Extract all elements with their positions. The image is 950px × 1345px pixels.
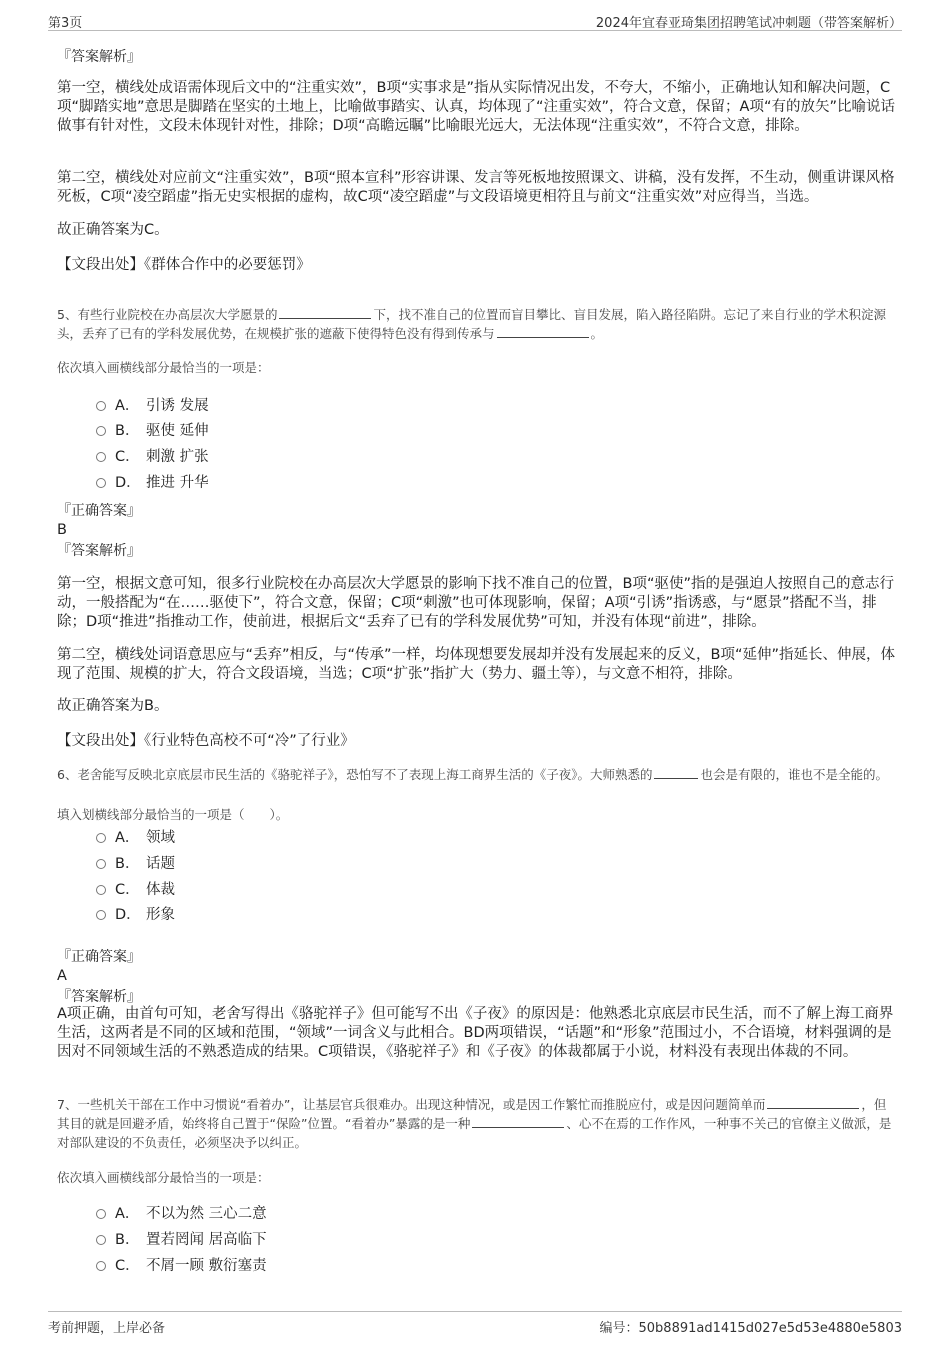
radio-button[interactable]: [96, 885, 106, 895]
correct-answer: A: [57, 968, 67, 984]
analysis-paragraph: 第二空，横线处词语意思应与“丢弃”相反，与“传承”一样，均体现想要发展却并没有发展起来的反义，B项“延伸”指延长、伸展，体现了范围、规模的扩大，符合文段语境，当选；C项“扩张”指扩大（势力、疆土等），与文意不相符，排除。: [57, 647, 896, 682]
fill-blank: [497, 325, 589, 338]
analysis-paragraph: 第一空，根据文意可知，很多行业院校在办高层次大学愿景的影响下找不准自己的位置，B项“驱使”指的是强迫人按照自己的意志行动，一般搭配为“在……驱使下”，符合文意，保留；C项“刺激”也可体现影响，保留；A项“引诱”指诱惑，与“愿景”搭配不当，排除；D项“推进”指推动工作，使前进，根据后文“丢弃了已有的学科发展优势”可知，并没有体现“前进”，排除。: [57, 576, 894, 630]
radio-button[interactable]: [96, 401, 106, 411]
question-6-text: 6、老舍能写反映北京底层市民生活的《骆驼祥子》，恐怕写不了表现上海工商界生活的《子夜》。大师熟悉的 也会是有限的，谁也不是全能的。: [57, 767, 888, 782]
radio-button[interactable]: [96, 478, 106, 488]
page-footer: [48, 1311, 902, 1336]
question-instruction: 填入划横线部分最恰当的一项是（ ）。: [57, 807, 289, 822]
radio-button[interactable]: [96, 426, 106, 436]
analysis-paragraph: 第一空，横线处成语需体现后文中的“注重实效”，B项“实事求是”指从实际情况出发，不夸大，不缩小，正确地认知和解决问题，C项“脚踏实地”意思是脚踏在坚实的土地上，比喻做事踏实、认真，均体现了“注重实效”，符合文意，保留；A项“有的放矢”比喻说话做事有针对性，文段未体现针对性，排除；D项“高瞻远瞩”比喻眼光远大，无法体现“注重实效”，不符合文意，排除。: [57, 80, 895, 134]
question-5-text: 5、有些行业院校在办高层次大学愿景的 下，找不准自己的位置而盲目攀比、盲目发展，陷入路径陷阱。忘记了来自行业的学术积淀源头，丢弃了已有的学科发展优势，在规模扩张的遮蔽下使得特色没有得到传承与 。: [57, 307, 886, 341]
fill-blank: [767, 1096, 859, 1109]
document-title: 2024年宜春亚琦集团招聘笔试冲刺题（带答案解析）: [595, 16, 902, 31]
radio-button[interactable]: [96, 1209, 106, 1219]
fill-blank: [279, 306, 371, 319]
radio-button[interactable]: [96, 1235, 106, 1245]
question-instruction: 依次填入画横线部分最恰当的一项是：: [57, 1170, 270, 1185]
analysis-label: 『答案解析』: [57, 49, 141, 65]
radio-button[interactable]: [96, 833, 106, 843]
correct-answer: B: [57, 522, 67, 538]
fill-blank: [472, 1115, 564, 1128]
radio-button[interactable]: [96, 910, 106, 920]
question-7-text: 7、一些机关干部在工作中习惯说“看着办”，让基层官兵很难办。出现这种情况，或是因工作繁忙而推脱应付，或是因问题简单而 ，但其目的就是回避矛盾，始终将自己置于“保险”位置。“看着办”暴露的是一种 、心不在焉的工作作风，一种事不关己的官僚主义做派，是对部队建设的不负责任，必须坚决予以纠正。: [57, 1097, 892, 1150]
page-header: [48, 8, 902, 31]
analysis-paragraph: 第二空，横线处对应前文“注重实效”，B项“照本宣科”形容讲课、发言等死板地按照课文、讲稿，没有发挥，不生动，侧重讲课风格死板，C项“凌空蹈虚”指无史实根据的虚构，故C项“凌空蹈虚”与文段语境更相符且与前文“注重实效”对应得当，当选。: [57, 170, 895, 205]
conclusion: 故正确答案为C。: [57, 222, 169, 238]
radio-button[interactable]: [96, 859, 106, 869]
analysis-label: 『答案解析』: [57, 543, 141, 559]
fill-blank: [654, 766, 698, 779]
question-instruction: 依次填入画横线部分最恰当的一项是：: [57, 360, 270, 375]
radio-button[interactable]: [96, 452, 106, 462]
radio-button[interactable]: [96, 1261, 106, 1271]
analysis-paragraph: A项正确，由首句可知，老舍写得出《骆驼祥子》但可能写不出《子夜》的原因是：他熟悉北京底层市民生活，而不了解上海工商界生活，这两者是不同的区域和范围，“领域”一词含义与此相合。BD两项错误，“话题”和“形象”范围过小，不合语境，材料强调的是因对不同领域生活的不熟悉造成的结果。C项错误，《骆驼祥子》和《子夜》的体裁都属于小说，材料没有表现出体裁的不同。: [57, 1006, 894, 1060]
document-code: 编号：50b8891ad1415d027e5d53e4880e5803: [599, 1321, 902, 1336]
source-citation: 【文段出处】《行业特色高校不可“冷”了行业》: [57, 733, 355, 749]
correct-answer-label: 『正确答案』: [57, 949, 141, 965]
page-number: 第3页: [48, 16, 83, 31]
correct-answer-label: 『正确答案』: [57, 503, 141, 519]
conclusion: 故正确答案为B。: [57, 698, 169, 714]
source-citation: 【文段出处】《群体合作中的必要惩罚》: [57, 257, 311, 273]
footer-slogan: 考前押题，上岸必备: [48, 1321, 166, 1336]
analysis-label: 『答案解析』: [57, 989, 141, 1005]
